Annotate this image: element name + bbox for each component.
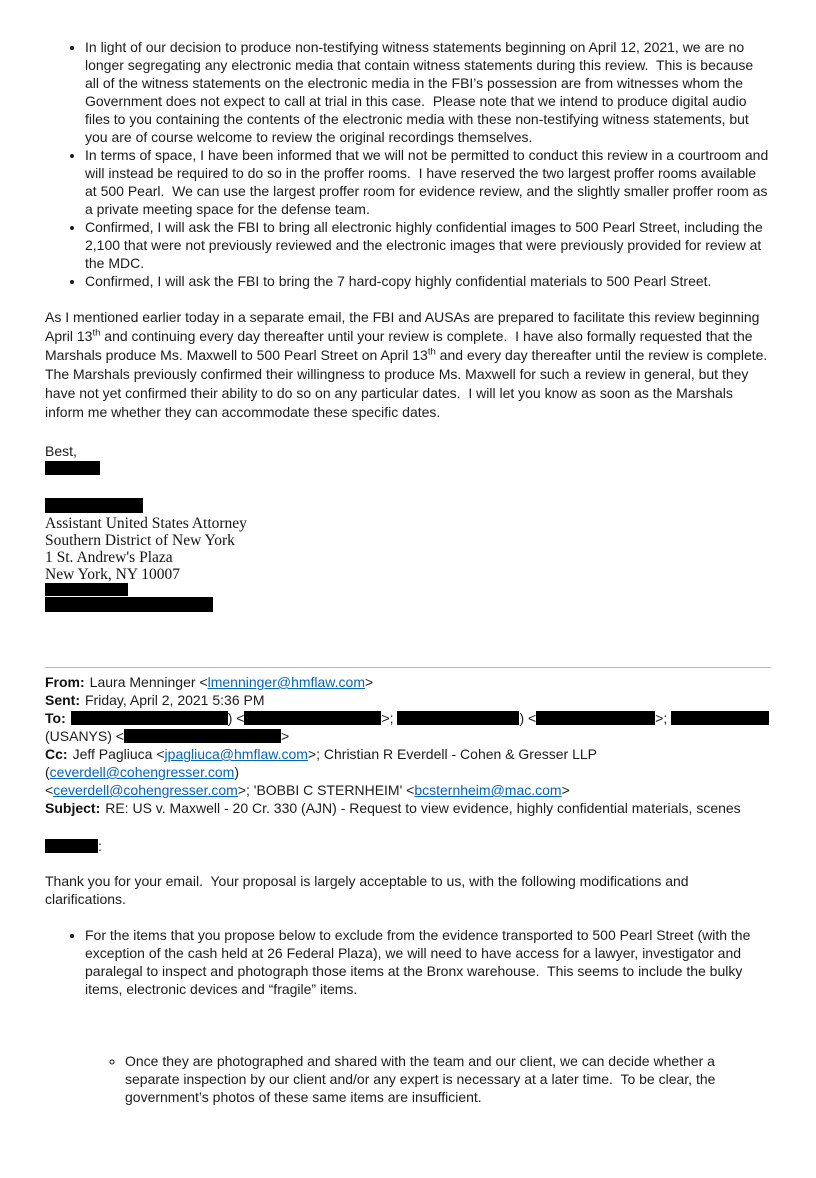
signature-title: Assistant United States Attorney bbox=[45, 515, 247, 532]
signature-address-line1: 1 St. Andrew's Plaza bbox=[45, 549, 173, 566]
to-usanys-suffix: > bbox=[280, 728, 290, 744]
to-usanys-prefix: (USANYS) < bbox=[45, 728, 124, 744]
signature-district: Southern District of New York bbox=[45, 532, 235, 549]
signature-address-line2: New York, NY 10007 bbox=[45, 566, 181, 583]
redaction-bar-to-name-2 bbox=[397, 711, 519, 725]
bullet-item: • In terms of space, I have been informed that we will not be permitted to conduct this review in a courtroom and will instead be required to do so in the proffer rooms. I have reserved the two largest proffer rooms available at 500 Pearl. We can use the largest proffer room for evidence review, and the slightly smaller proffer room as a private meeting space for the defense team. bbox=[85, 146, 771, 218]
cc-text: < bbox=[45, 782, 54, 798]
subject-label: Subject: bbox=[45, 800, 101, 816]
sent-label: Sent: bbox=[45, 692, 80, 708]
cc-email-link-4[interactable]: bcsternheim@mac.com bbox=[414, 782, 562, 798]
salutation-colon: : bbox=[98, 838, 102, 854]
subject-row bbox=[45, 799, 771, 817]
reply-sub-bullet-list bbox=[85, 1016, 771, 1142]
scheduling-paragraph bbox=[45, 308, 775, 422]
redaction-bar-email bbox=[45, 597, 213, 612]
reply-intro: Thank you for your email. Your proposal is largely acceptable to us, with the following modifications and clarifications. bbox=[45, 873, 693, 907]
salutation-line bbox=[45, 837, 771, 855]
to-row-line2 bbox=[45, 727, 771, 745]
redaction-bar-to-email-2 bbox=[536, 711, 655, 725]
cc-row-line2 bbox=[45, 781, 771, 799]
redaction-bar-to-email-3 bbox=[124, 729, 281, 743]
signoff: Best, bbox=[45, 443, 77, 459]
bullet-item bbox=[85, 926, 771, 1178]
cc-text: >; 'BOBBI C STERNHEIM' < bbox=[237, 782, 415, 798]
reply-email-header bbox=[45, 673, 771, 817]
bullet-text: For the items that you propose below to exclude from the evidence transported to 500 Pearl Street (with the exception of the cash held at 26 Federal Plaza), we will need to have access for a lawyer, investigator and paralegal to inspect and photograph those items at the Bronx warehouse. This seems to include the bulky items, electronic devices and “fragile” items. bbox=[85, 927, 755, 997]
bullet-item: • Confirmed, I will ask the FBI to bring the 7 hard-copy highly confidential materials to 500 Pearl Street. bbox=[85, 272, 771, 290]
reply-bullet-list bbox=[45, 926, 771, 1178]
redaction-bar-phone bbox=[45, 583, 128, 596]
sent-value: Friday, April 2, 2021 5:36 PM bbox=[85, 692, 265, 708]
from-name: Laura Menninger < bbox=[89, 674, 208, 690]
redaction-bar-signature-name bbox=[45, 498, 143, 513]
to-separator: >; bbox=[381, 710, 398, 726]
cc-text: Jeff Pagliuca < bbox=[72, 746, 165, 762]
redacted-phone-line bbox=[45, 583, 771, 597]
header-divider bbox=[45, 667, 771, 668]
redacted-signature-name-line bbox=[45, 498, 771, 515]
to-separator: >; bbox=[655, 710, 672, 726]
sub-bullet-item: ◦ Once they are photographed and shared with the team and our client, we can decide whether a separate inspection by our client and/or any expert is necessary at a later time. To be clear, the government’s photos of these same items are insufficient. bbox=[125, 1052, 771, 1106]
bullet-item: • Confirmed, I will ask the FBI to bring all electronic highly confidential images to 500 Pearl Street, including the 2,100 that were not previously reviewed and the electronic images that were previously provided for review at the MDC. bbox=[85, 218, 771, 272]
to-label: To: bbox=[45, 710, 66, 726]
sent-row bbox=[45, 691, 771, 709]
redaction-bar-salutation bbox=[45, 839, 98, 853]
ordinal-superscript: th bbox=[92, 327, 101, 339]
cc-text: >; Christian R Everdell - Cohen & Gresser LLP ( bbox=[45, 746, 601, 780]
from-row bbox=[45, 673, 771, 691]
bullet-item: • In light of our decision to produce non-testifying witness statements beginning on April 12, 2021, we are no longer segregating any electronic media that contain witness statements during this review. This is because all of the witness statements on the electronic media in the FBI’s possession are from witnesses whom the Government does not expect to call at trial in this case. Please note that we intend to produce digital audio files to you containing the contents of the electronic media with these non-testifying witness statements, but you are of course welcome to review the original recordings themselves. bbox=[85, 38, 771, 146]
cc-row-line1 bbox=[45, 745, 771, 781]
prior-email-bullet-list bbox=[45, 38, 771, 290]
redacted-email-line bbox=[45, 597, 771, 613]
to-row-line1 bbox=[45, 709, 771, 727]
cc-label: Cc: bbox=[45, 746, 68, 762]
from-suffix: > bbox=[364, 674, 374, 690]
cc-email-link-3[interactable]: ceverdell@cohengresser.com bbox=[53, 782, 238, 798]
redaction-bar-signoff-name bbox=[45, 461, 100, 475]
paragraph-text: and every day thereafter until the review is complete. The Marshals previously confirmed their willingness to produce Ms. Maxwell for such a review in general, but they have not yet confirmed their ability to do so on any particular dates. I will let you know as soon as the Marshals inform me whether they can accommodate these specific dates. bbox=[45, 347, 775, 420]
paragraph-text: and continuing every day thereafter until your review is complete. I have also formally requested that the Marshals produce Ms. Maxwell to 500 Pearl Street on April 13 bbox=[45, 328, 757, 363]
to-separator: ) < bbox=[227, 710, 245, 726]
redaction-bar-to-email-1 bbox=[244, 711, 381, 725]
from-email-link[interactable]: lmenninger@hmflaw.com bbox=[207, 674, 365, 690]
cc-text: > bbox=[561, 782, 570, 798]
subject-value: RE: US v. Maxwell - 20 Cr. 330 (AJN) - Request to view evidence, highly confidential materials, scenes bbox=[105, 800, 741, 816]
redaction-bar-to-name-3 bbox=[671, 711, 769, 725]
ordinal-superscript: th bbox=[427, 346, 436, 358]
redaction-bar-to-name-1 bbox=[71, 711, 228, 725]
from-label: From: bbox=[45, 674, 85, 690]
redacted-signoff-name-line bbox=[45, 460, 771, 478]
cc-text: ) bbox=[234, 764, 239, 780]
to-separator: ) < bbox=[519, 710, 537, 726]
cc-email-link-1[interactable]: jpagliuca@hmflaw.com bbox=[164, 746, 308, 762]
cc-email-link-2[interactable]: ceverdell@cohengresser.com bbox=[49, 764, 235, 780]
paragraph-text: As I mentioned earlier today in a separate email, the FBI and AUSAs are prepared to facilitate this review beginning April 13 bbox=[45, 309, 763, 344]
